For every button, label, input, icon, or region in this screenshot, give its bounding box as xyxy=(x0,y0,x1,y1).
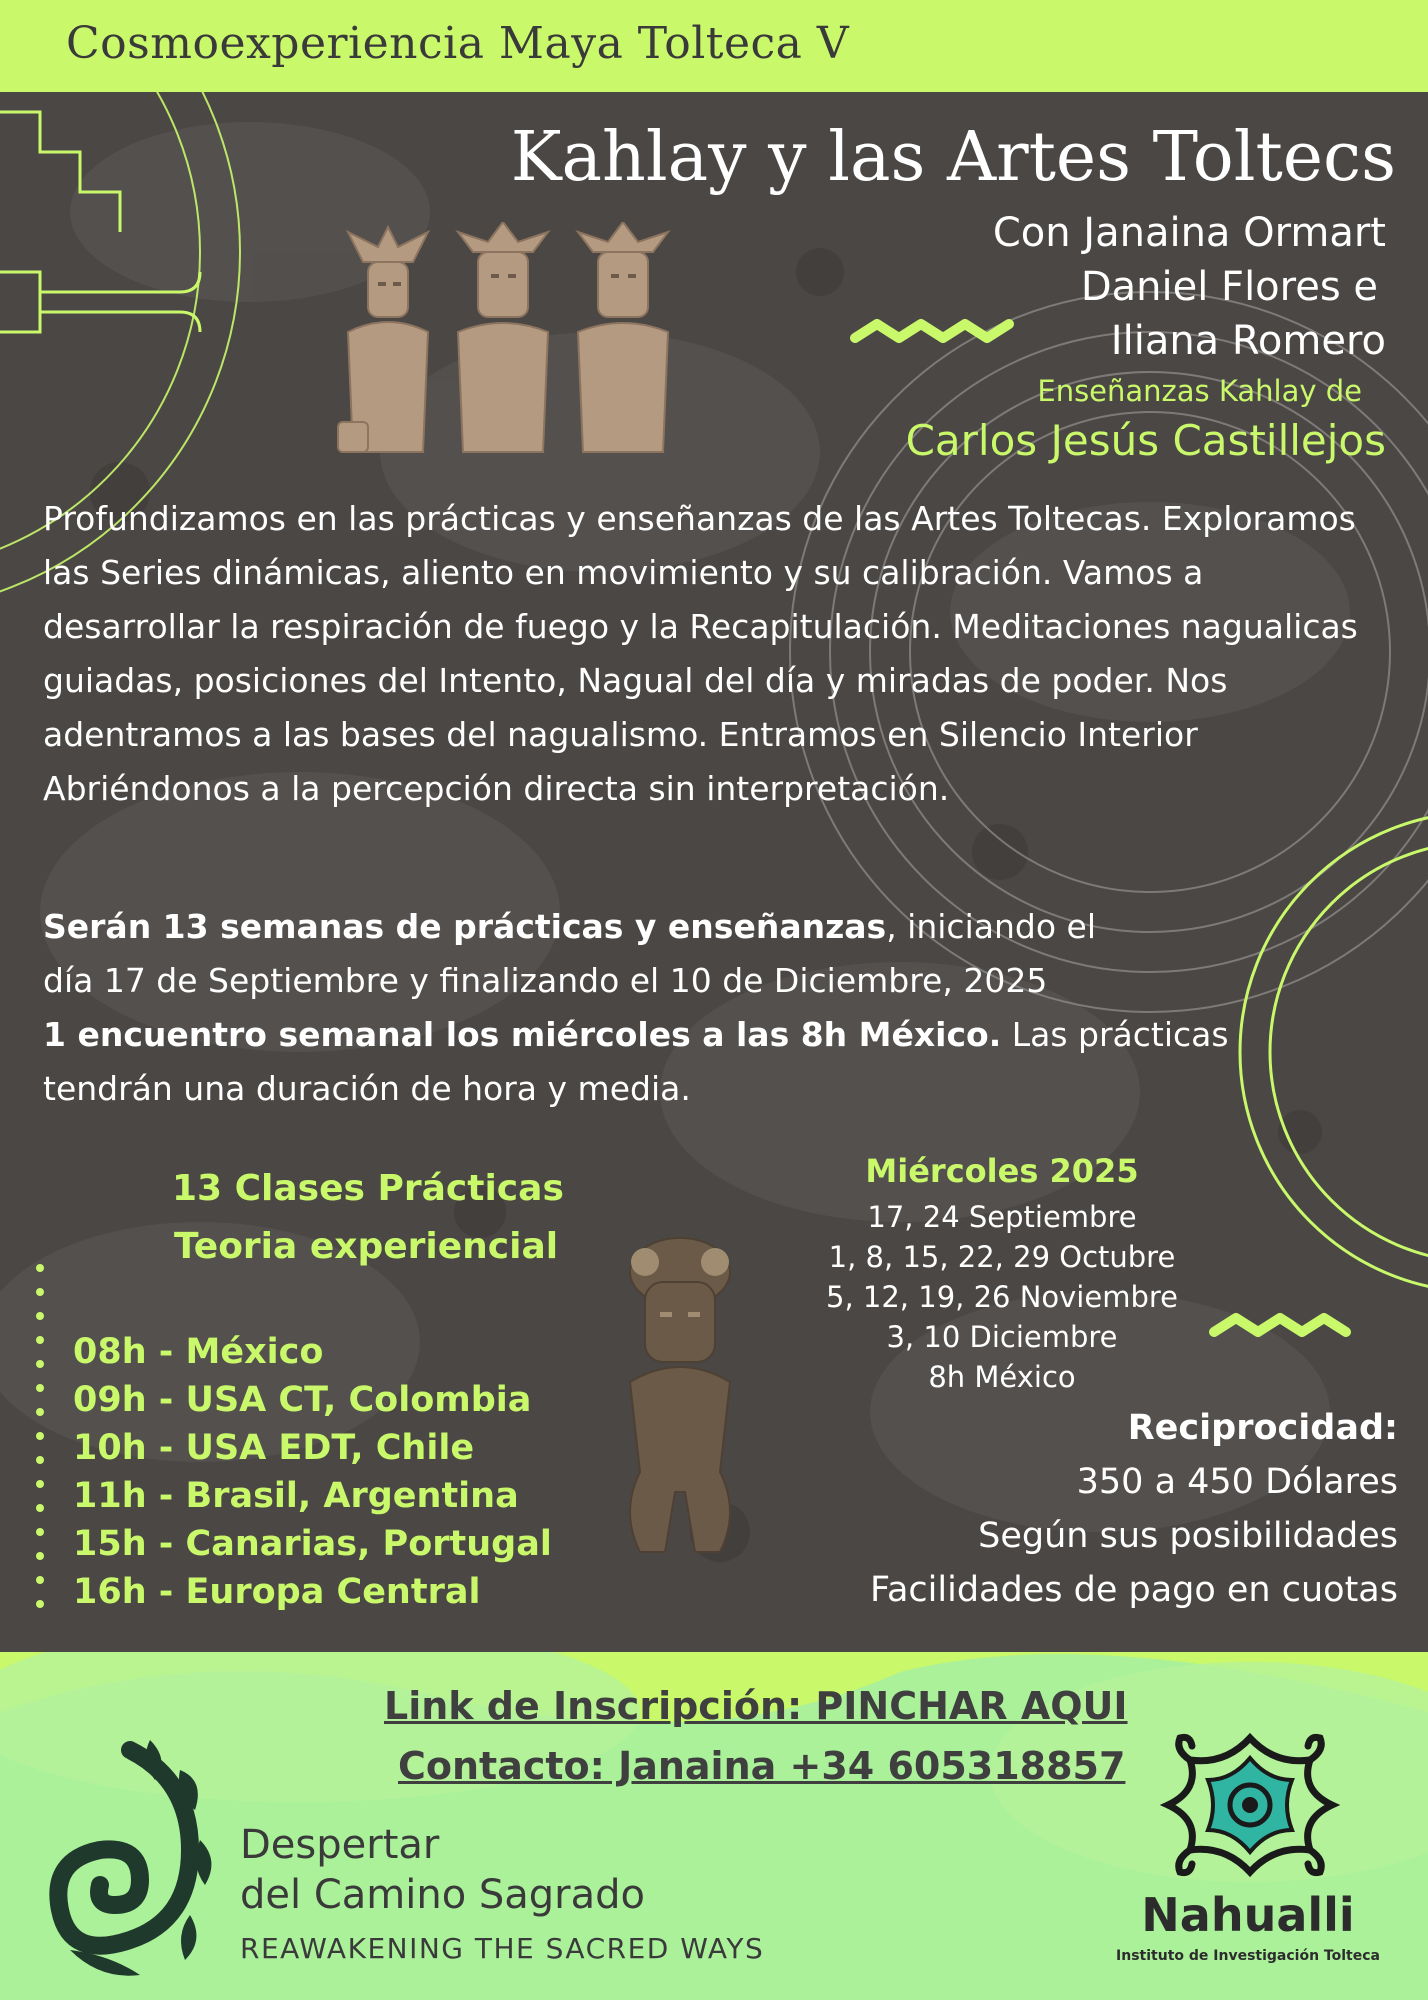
brand-line-2: del Camino Sagrado xyxy=(240,1872,645,1918)
dates-line-text: día 17 de Septiembre y finalizando el 10 de Diciembre, 2025 xyxy=(43,961,1048,1000)
nahualli-logo xyxy=(1160,1730,1340,1880)
registration-link[interactable]: Link de Inscripción: PINCHAR AQUI xyxy=(384,1684,1128,1728)
description-paragraph: Profundizamos en las prácticas y enseñanzas de las Artes Toltecas. Exploramos las Series dinámicas, aliento en movimiento y su calibración. Vamos a desarrollar la respiración de fuego y la Recapitulación. Meditaciones nagualicas guiadas, posiciones del Intento, Nagual del día y miradas de poder. Nos adentramos a las bases del nagualismo. Entramos en Silencio Interior Abriéndonos a la percepción directa sin interpretación. xyxy=(43,499,1358,808)
classes-title-line-1: 13 Clases Prácticas xyxy=(172,1168,564,1209)
date-row: 8h México xyxy=(928,1360,1076,1394)
schedule-paragraph xyxy=(43,900,1363,1116)
speaker-line-3: Iliana Romero xyxy=(1110,318,1386,364)
nahualli-name: Nahualli xyxy=(1141,1888,1355,1942)
reciprocity-row: Según sus posibilidades xyxy=(978,1516,1398,1556)
date-row: 1, 8, 15, 22, 29 Octubre xyxy=(828,1240,1176,1274)
time-row: 15h - Canarias, Portugal xyxy=(73,1524,552,1564)
dates-title: Miércoles 2025 xyxy=(865,1152,1139,1190)
series-title: Cosmoexperiencia Maya Tolteca V xyxy=(66,18,850,69)
date-row: 3, 10 Diciembre xyxy=(886,1320,1118,1354)
classes-title-line-2: Teoria experiencial xyxy=(174,1226,559,1267)
weekly-rest-text: Las prácticas xyxy=(1001,1015,1229,1054)
brand-subtitle: REAWAKENING THE SACRED WAYS xyxy=(240,1932,765,1965)
statues-illustration xyxy=(328,222,728,472)
time-row: 08h - México xyxy=(73,1332,324,1372)
weekly-bold-text: 1 encuentro semanal los miércoles a las 8h México. xyxy=(43,1015,1002,1054)
date-row: 17, 24 Septiembre xyxy=(867,1200,1137,1234)
time-row: 11h - Brasil, Argentina xyxy=(73,1476,519,1516)
main-title: Kahlay y las Artes Toltecs xyxy=(510,118,1396,197)
time-row: 16h - Europa Central xyxy=(73,1572,481,1612)
speaker-line-1: Con Janaina Ormart xyxy=(992,210,1386,256)
duration-line-text: tendrán una duración de hora y media. xyxy=(43,1069,691,1108)
speaker-line-2: Daniel Flores e xyxy=(1080,264,1378,310)
reciprocity-row: Facilidades de pago en cuotas xyxy=(870,1570,1398,1610)
time-row: 10h - USA EDT, Chile xyxy=(73,1428,475,1468)
weeks-bold-text: Serán 13 semanas de prácticas y enseñanzas xyxy=(43,907,887,946)
nahualli-subtitle: Instituto de Investigación Tolteca xyxy=(1116,1948,1380,1964)
time-row: 09h - USA CT, Colombia xyxy=(73,1380,532,1420)
date-row: 5, 12, 19, 26 Noviembre xyxy=(826,1280,1178,1314)
teachings-label: Enseñanzas Kahlay de xyxy=(1037,374,1362,408)
reciprocity-row: 350 a 450 Dólares xyxy=(1076,1462,1398,1502)
teacher-name: Carlos Jesús Castillejos xyxy=(905,416,1386,465)
brand-line-1: Despertar xyxy=(240,1822,440,1868)
figurine-illustration xyxy=(600,1232,760,1572)
contact-link[interactable]: Contacto: Janaina +34 605318857 xyxy=(398,1744,1126,1788)
reciprocity-title: Reciprocidad: xyxy=(1127,1408,1398,1448)
despertar-logo xyxy=(40,1740,220,1990)
weeks-rest-text: , iniciando el xyxy=(886,907,1096,946)
dotted-divider xyxy=(36,1264,44,1614)
